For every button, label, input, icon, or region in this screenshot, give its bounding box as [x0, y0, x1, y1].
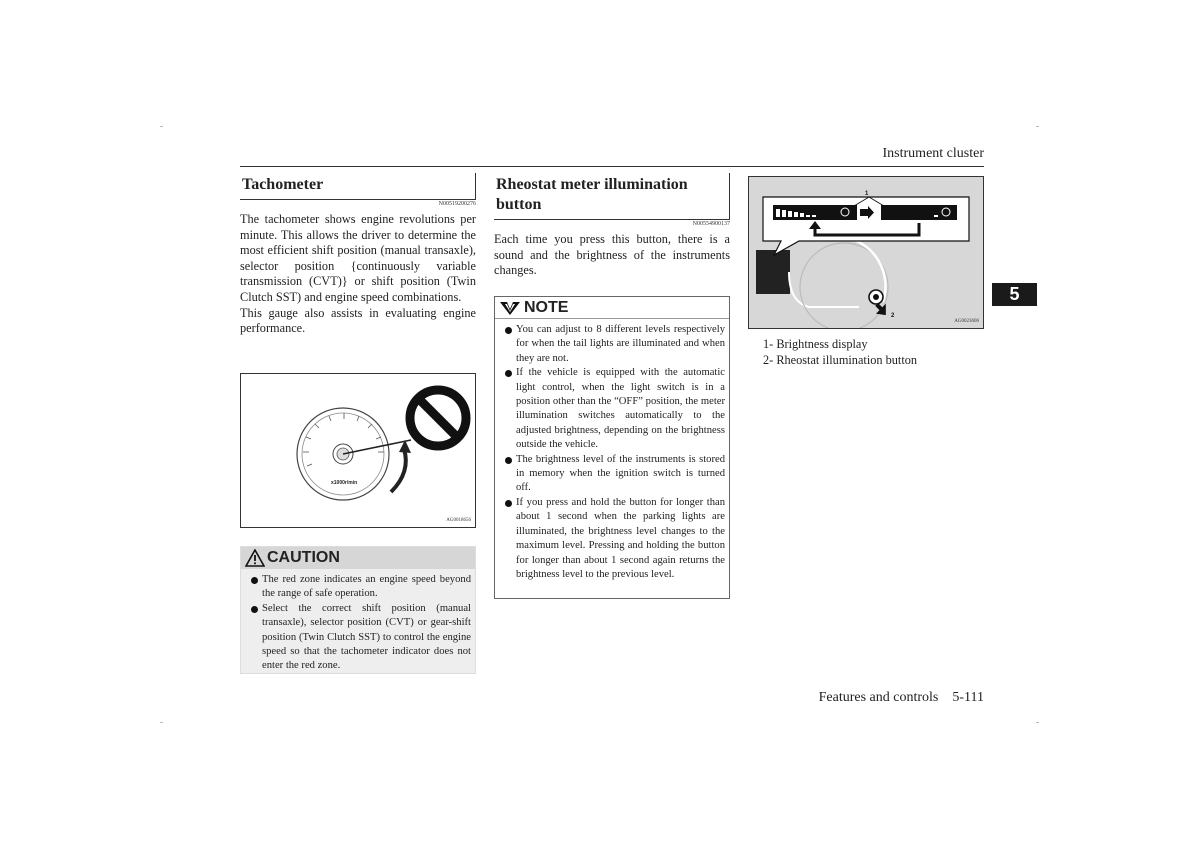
chapter-tab: 5 [992, 283, 1037, 306]
body-paragraph: Each time you press this button, there is a sound and the brightness of the instruments changes. [494, 232, 730, 278]
legend-item: 2- Rheostat illumination button [763, 353, 918, 367]
note-box [494, 296, 730, 599]
section-title: Rheostat meter illumination button [496, 176, 688, 213]
list-item: You can adjust to 8 different levels respectively for when the tail lights are illuminated and when they are not. [505, 323, 725, 366]
list-item: The red zone indicates an engine speed beyond the range of safe operation. [251, 573, 471, 602]
callout-2: 2 [891, 313, 895, 319]
footer-section: Features and controls [818, 690, 939, 705]
page-footer [819, 690, 984, 706]
caution-list [241, 569, 475, 680]
figure-code: AG0023606 [954, 319, 979, 324]
body-paragraph: The tachometer shows engine revolutions per minute. This allows the driver to determine the most efficient shift position (manual transaxle), selector position {continuously variable transmission (CVT)} or shift position (Twin Clutch SST) and engine speed combinations. [240, 212, 476, 304]
gauge-unit-label: x1000r/min [331, 480, 358, 486]
brightness-display-high [881, 205, 957, 220]
note-list [495, 319, 729, 588]
figure-legend [748, 336, 986, 368]
crop-mark [1036, 722, 1039, 723]
reference-code: N00554900137 [692, 221, 730, 227]
caution-label: CAUTION [267, 549, 340, 566]
note-label: NOTE [524, 298, 569, 316]
reference-code: N00519200276 [438, 201, 476, 207]
caution-box [240, 546, 476, 674]
tachometer-section [240, 173, 476, 337]
rheostat-section [494, 173, 730, 279]
crop-mark [1036, 126, 1039, 127]
tachometer-figure [240, 373, 476, 528]
callout-1: 1 [865, 191, 869, 197]
warning-triangle-icon [245, 549, 265, 567]
rheostat-figure [748, 176, 984, 329]
tachometer-illustration [241, 374, 475, 527]
list-item: Select the correct shift position (manual transaxle), selector position (CVT) or gear-shift position (Twin Clutch SST) to control the engine speed so that the tachometer indicator does not enter the red zone. [251, 602, 471, 674]
list-item: If the vehicle is equipped with the automatic light control, when the light switch is in a position other than the “OFF” position, the meter illumination switches automatically to the adjusted brightness, depending on the brightness outside the vehicle. [505, 366, 725, 452]
note-header [495, 297, 729, 319]
legend-item: 1- Brightness display [763, 337, 868, 351]
header-rule [240, 166, 984, 167]
section-heading [240, 173, 476, 200]
page-number: 5-111 [952, 690, 984, 705]
caution-header [241, 547, 475, 569]
running-header: Instrument cluster [882, 146, 984, 161]
red-zone-arrow [391, 449, 406, 492]
body-paragraph: This gauge also assists in evaluating engine performance. [240, 305, 476, 336]
crop-mark [160, 722, 163, 723]
list-item: The brightness level of the instruments is stored in memory when the ignition switch is turned off. [505, 453, 725, 496]
rheostat-illustration [749, 177, 983, 328]
section-heading [494, 173, 730, 220]
note-check-icon [499, 300, 521, 316]
crop-mark [160, 126, 163, 127]
figure-code: AG0018656 [446, 518, 471, 523]
list-item: If you press and hold the button for longer than about 1 second when the parking lights are illuminated, the brightness level changes to the maximum level. Pressing and holding the button for longer than about 1 second again returns the brightness level to the previous level. [505, 496, 725, 582]
section-title: Tachometer [242, 176, 324, 193]
